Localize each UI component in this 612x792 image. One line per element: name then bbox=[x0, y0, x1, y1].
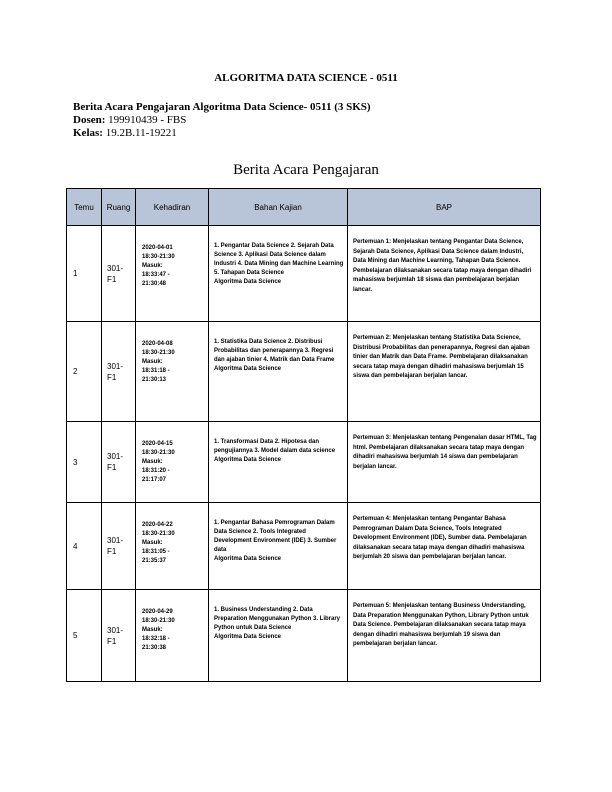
bap-table bbox=[66, 188, 541, 682]
table-row bbox=[67, 226, 541, 322]
bahan-kajian-cell bbox=[209, 503, 348, 590]
table-row bbox=[67, 503, 541, 590]
kehadiran-cell bbox=[136, 422, 209, 503]
bap-cell: Pertemuan 2: Menjelaskan tentang Statistika Data Science, Distribusi Probabilitas dan penerapannya, Regresi dan ajaban tinier dan Matrik dan Data Frame. Pembelajaran dilaksanakan secara tatap maya dengan dihadiri mahasiswa berjumlah 15 siswa dan pembelajaran berjalan lancar. bbox=[348, 322, 541, 422]
kehadiran-schedule: 18:30-21:30 bbox=[142, 450, 175, 456]
kehadiran-start: 18:31:05 - bbox=[142, 549, 170, 555]
bahan-kajian-text: 1. Pengantar Data Science 2. Sejarah Data Science 3. Aplikasi Data Science dalam Industri 4. Data Mining dan Machine Learning 5. Tahapan Data Science bbox=[214, 243, 344, 276]
bahan-kajian-course: Algoritma Data Science bbox=[214, 366, 282, 372]
bahan-kajian-text: 1. Transformasi Data 2. Hipotesa dan pengujiannya 3. Model dalam data science bbox=[214, 439, 336, 454]
kehadiran-masuk-label: Masuk: bbox=[142, 359, 163, 365]
temu-cell: 3 bbox=[67, 422, 102, 503]
kehadiran-schedule: 18:30-21:30 bbox=[142, 618, 175, 624]
ruang-line: F1 bbox=[107, 636, 117, 646]
kehadiran-cell bbox=[136, 226, 209, 322]
header-temu: Temu bbox=[67, 189, 102, 226]
kehadiran-cell bbox=[136, 503, 209, 590]
ruang-cell bbox=[102, 422, 136, 503]
ruang-line: 301- bbox=[107, 361, 124, 371]
kehadiran-start: 18:31:20 - bbox=[142, 468, 170, 474]
kehadiran-end: 21:30:13 bbox=[142, 377, 167, 383]
kehadiran-date: 2020-04-08 bbox=[142, 341, 173, 347]
ruang-cell bbox=[102, 226, 136, 322]
bap-cell: Pertemuan 5: Menjelaskan tentang Business Understanding, Data Preparation Menggunakan Python, Library Python untuk Data Science. Pembelajaran dilaksanakan secara tatap maya dengan dihadiri mahasiswa berjumlah 19 siswa dan pembelajaran berjalan lancar. bbox=[348, 590, 541, 682]
table-header-row bbox=[67, 189, 541, 226]
kelas-label: Kelas: bbox=[73, 127, 103, 139]
bahan-kajian-cell bbox=[209, 322, 348, 422]
ruang-cell bbox=[102, 322, 136, 422]
kehadiran-masuk-label: Masuk: bbox=[142, 459, 163, 465]
kehadiran-schedule: 18:30-21:30 bbox=[142, 254, 175, 260]
kehadiran-cell bbox=[136, 590, 209, 682]
table-row bbox=[67, 322, 541, 422]
temu-cell: 1 bbox=[67, 226, 102, 322]
kehadiran-end: 21:30:48 bbox=[142, 281, 167, 287]
ruang-line: 301- bbox=[107, 625, 124, 635]
kehadiran-date: 2020-04-15 bbox=[142, 441, 173, 447]
kehadiran-date: 2020-04-22 bbox=[142, 522, 173, 528]
bahan-kajian-course: Algoritma Data Science bbox=[214, 279, 282, 285]
kehadiran-start: 18:31:18 - bbox=[142, 368, 170, 374]
section-title: Berita Acara Pengajaran bbox=[233, 162, 379, 178]
bahan-kajian-cell bbox=[209, 590, 348, 682]
bahan-kajian-course: Algoritma Data Science bbox=[214, 634, 282, 640]
kehadiran-end: 21:17:07 bbox=[142, 477, 167, 483]
temu-cell: 4 bbox=[67, 503, 102, 590]
bahan-kajian-course: Algoritma Data Science bbox=[214, 556, 282, 562]
dosen-info bbox=[73, 114, 186, 126]
bahan-kajian-cell bbox=[209, 226, 348, 322]
document-title: ALGORITMA DATA SCIENCE - 0511 bbox=[214, 72, 398, 84]
ruang-cell bbox=[102, 590, 136, 682]
kehadiran-schedule: 18:30-21:30 bbox=[142, 531, 175, 537]
bahan-kajian-cell bbox=[209, 422, 348, 503]
kehadiran-date: 2020-04-29 bbox=[142, 609, 173, 615]
kehadiran-masuk-label: Masuk: bbox=[142, 627, 163, 633]
bahan-kajian-course: Algoritma Data Science bbox=[214, 457, 282, 463]
kehadiran-schedule: 18:30-21:30 bbox=[142, 350, 175, 356]
bap-cell: Pertemuan 4: Menjelaskan tentang Pengantar Bahasa Pemrograman Dalam Data Science, Tools Integrated Development Environment (IDE), Sumber data. Pembelajaran dilaksanakan secara tatap maya dengan dihadiri mahasiswa berjumlah 20 siswa dan pembelajaran berjalan lancar. bbox=[348, 503, 541, 590]
bahan-kajian-text: 1. Business Understanding 2. Data Preparation Menggunakan Python 3. Library Python untuk Data Science bbox=[214, 607, 341, 631]
course-info: Berita Acara Pengajaran Algoritma Data Science- 0511 (3 SKS) bbox=[73, 101, 371, 113]
kehadiran-end: 21:35:37 bbox=[142, 558, 167, 564]
dosen-label: Dosen: bbox=[73, 114, 106, 126]
bahan-kajian-text: 1. Pengantar Bahasa Pemrograman Dalam Data Science 2. Tools Integrated Development Environment (IDE) 3. Sumber data bbox=[214, 520, 337, 553]
bap-cell: Pertemuan 3: Menjelaskan tentang Pengenalan dasar HTML, Tag html. Pembelajaran dilaksanakan secara tatap maya dengan dihadiri mahasiswa berjumlah 14 siswa dan pembelajaran berjalan lancar. bbox=[348, 422, 541, 503]
kehadiran-start: 18:32:18 - bbox=[142, 636, 170, 642]
header-ruang: Ruang bbox=[102, 189, 136, 226]
header-bap: BAP bbox=[348, 189, 541, 226]
header-bahan-kajian: Bahan Kajian bbox=[209, 189, 348, 226]
ruang-line: F1 bbox=[107, 274, 117, 284]
table-row bbox=[67, 422, 541, 503]
ruang-line: 301- bbox=[107, 452, 124, 461]
ruang-line: F1 bbox=[107, 547, 117, 556]
ruang-line: 301- bbox=[107, 263, 124, 273]
kehadiran-date: 2020-04-01 bbox=[142, 245, 173, 251]
ruang-line: 301- bbox=[107, 536, 124, 545]
kelas-value: 19.2B.11-19221 bbox=[105, 127, 177, 139]
bahan-kajian-text: 1. Statistika Data Science 2. Distribusi Probabilitas dan penerapannya 3. Regresi dan ajaban tinier 4. Matrik dan Data Frame bbox=[214, 339, 335, 363]
kehadiran-masuk-label: Masuk: bbox=[142, 263, 163, 269]
kehadiran-masuk-label: Masuk: bbox=[142, 540, 163, 546]
temu-cell: 5 bbox=[67, 590, 102, 682]
kelas-info bbox=[73, 127, 177, 139]
kehadiran-cell bbox=[136, 322, 209, 422]
temu-cell: 2 bbox=[67, 322, 102, 422]
ruang-line: F1 bbox=[107, 463, 117, 472]
table-row bbox=[67, 590, 541, 682]
ruang-line: F1 bbox=[107, 372, 117, 382]
kehadiran-start: 18:33:47 - bbox=[142, 272, 170, 278]
header-kehadiran: Kehadiran bbox=[136, 189, 209, 226]
kehadiran-end: 21:30:38 bbox=[142, 645, 167, 651]
dosen-value: 199910439 - FBS bbox=[108, 114, 187, 126]
ruang-cell bbox=[102, 503, 136, 590]
bap-cell: Pertemuan 1: Menjelaskan tentang Pengantar Data Science, Sejarah Data Science, Aplikasi Data Science dalam Industri, Data Mining dan Machine Learning, Tahapan Data Science. Pembelajaran dilaksanakan secara tatap maya dengan dihadiri mahasiswa berjumlah 18 siswa dan pembelajaran berjalan lancar. bbox=[348, 226, 541, 322]
